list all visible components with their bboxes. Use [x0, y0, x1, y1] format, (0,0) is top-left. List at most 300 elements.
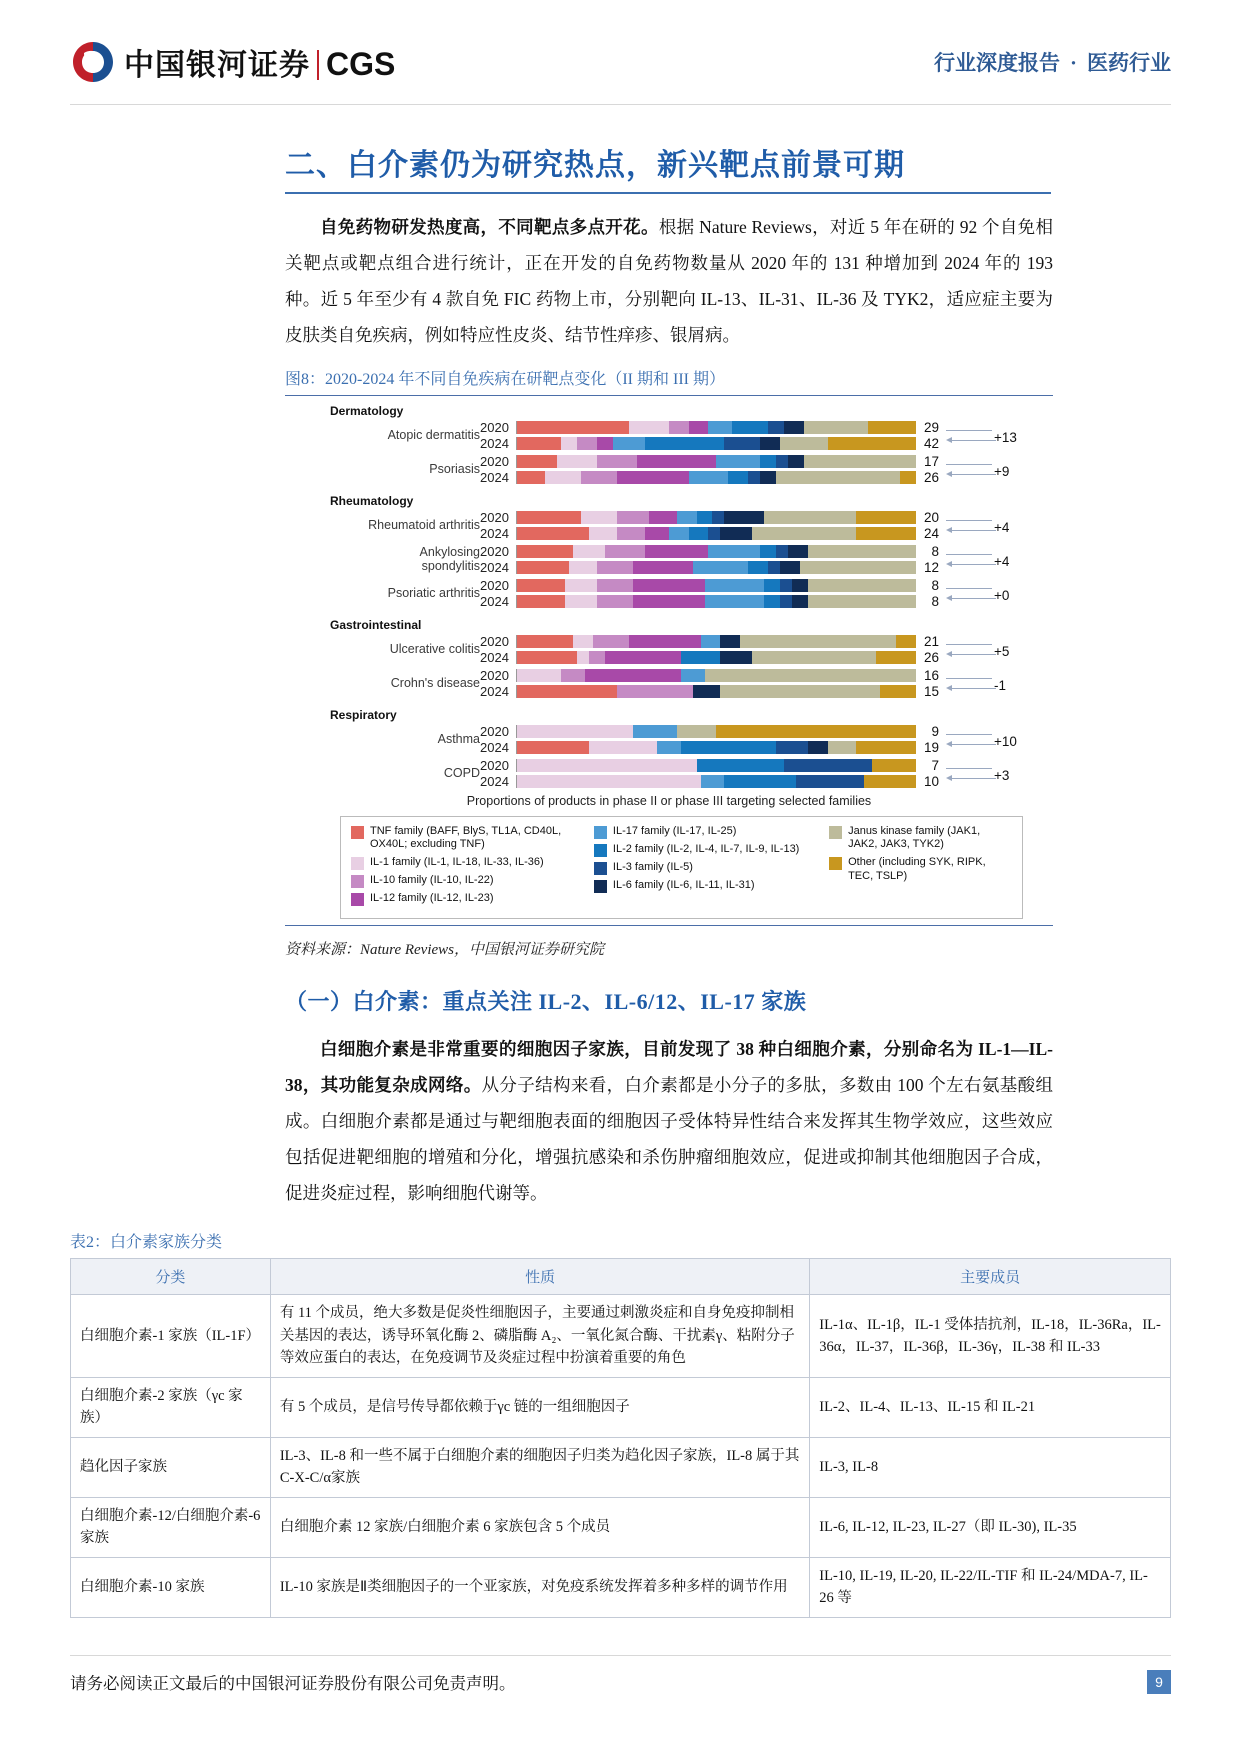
- cgs-logo-icon: [70, 39, 116, 85]
- chart-delta-value: +0: [994, 587, 1010, 603]
- chart-row-bar: [516, 669, 916, 682]
- chart-bar-segment: [517, 527, 589, 540]
- chart-bar-segment: [752, 651, 876, 664]
- table-cell-members: IL-10, IL-19, IL-20, IL-22/IL-TIF 和 IL-24/MDA-7, IL-26 等: [810, 1557, 1171, 1617]
- chart-bar-segment: [517, 511, 581, 524]
- chart-disease-label: Rheumatoid arthritis: [368, 517, 480, 532]
- chart-row-year: 2024: [480, 594, 509, 609]
- chart-bar-segment: [517, 545, 573, 558]
- report-type-label: 行业深度报告: [933, 51, 1060, 75]
- table-cell-nature: 白细胞介素 12 家族/白细胞介素 6 家族包含 5 个成员: [270, 1497, 809, 1557]
- chart-row: [480, 578, 1053, 594]
- chart-bar-segment: [780, 437, 828, 450]
- chart-bar-segment: [864, 775, 916, 788]
- figure-caption: 图8：2020-2024 年不同自免疾病在研靶点变化（II 期和 III 期）: [285, 370, 725, 388]
- chart-delta-value: +10: [994, 733, 1017, 749]
- table-row: [71, 1437, 1171, 1497]
- chart-bar-segment: [517, 741, 589, 754]
- table-body: [71, 1295, 1171, 1617]
- chart-disease-block: [285, 578, 1053, 610]
- chart-bar-segment: [780, 595, 792, 608]
- chart-delta-value: +9: [994, 463, 1010, 479]
- chart-bar-segment: [808, 579, 916, 592]
- chart-bar-segment: [645, 527, 669, 540]
- chart-legend: [340, 816, 1023, 920]
- chart-bar-segment: [617, 685, 693, 698]
- chart-row-bar: [516, 561, 916, 574]
- chart-row-year: 2020: [480, 578, 509, 593]
- chart-disease-block: [285, 758, 1053, 790]
- chart-disease-block: [285, 668, 1053, 700]
- chart-bar-segment: [517, 579, 565, 592]
- chart-bar-segment: [517, 455, 557, 468]
- chart-bar-segment: [517, 725, 633, 738]
- table-cell-members: IL-6, IL-12, IL-23, IL-27（即 IL-30), IL-35: [810, 1497, 1171, 1557]
- chart-bar-segment: [577, 651, 589, 664]
- chart-bar-segment: [896, 635, 916, 648]
- chart-bar-segment: [872, 759, 916, 772]
- chart-bar-segment: [780, 561, 800, 574]
- chart-row-year: 2024: [480, 526, 509, 541]
- chart-bar-segment: [565, 595, 597, 608]
- chart-disease-label: Crohn's disease: [390, 675, 480, 690]
- table-cell-members: IL-3, IL-8: [810, 1437, 1171, 1497]
- table-header-row: [71, 1259, 1171, 1295]
- table-caption: 表2：白介素家族分类: [70, 1234, 223, 1252]
- chart-delta-slot: [942, 643, 1020, 666]
- chart-bar-segment: [764, 579, 780, 592]
- chart-disease-block: [285, 420, 1053, 452]
- legend-item: [829, 825, 1012, 853]
- chart-bar-segment: [565, 579, 597, 592]
- chart-row-value: 8: [931, 544, 939, 559]
- chart-row-year: 2020: [480, 420, 509, 435]
- chart-delta-slot: [942, 553, 1020, 576]
- legend-item: [594, 843, 821, 857]
- chart-bar-segment: [689, 471, 729, 484]
- chart-bar-segment: [752, 527, 856, 540]
- report-industry-label: 医药行业: [1087, 51, 1171, 75]
- chart-bar-segment: [732, 421, 768, 434]
- chart-bar-segment: [597, 455, 637, 468]
- table-cell-category: 白细胞介素-10 家族: [71, 1557, 271, 1617]
- chart-row-year: 2024: [480, 650, 509, 665]
- chart-bar-segment: [593, 635, 629, 648]
- header-divider: [70, 104, 1171, 105]
- chart-bar-segment: [764, 511, 856, 524]
- chart-bar-segment: [561, 437, 577, 450]
- legend-swatch-icon: [594, 862, 607, 875]
- chart-bar-segment: [637, 455, 717, 468]
- chart-bar-segment: [760, 545, 776, 558]
- chart-row-value: 16: [923, 668, 939, 683]
- title-underline: [285, 192, 1051, 194]
- chart-bar-segment: [581, 471, 617, 484]
- chart-disease-label: Asthma: [437, 731, 480, 746]
- chart-delta-value: +3: [994, 767, 1010, 783]
- table-row: [71, 1377, 1171, 1437]
- chart-bar-segment: [808, 595, 916, 608]
- legend-swatch-icon: [829, 826, 842, 839]
- chart-row-bar: [516, 527, 916, 540]
- chart-row: [480, 587, 1053, 610]
- paragraph-2-body: 从分子结构来看，白介素都是小分子的多肽，多数由 100 个左右氨基酸组成。白细胞介素都是通过与靶细胞表面的细胞因子受体特异性结合来发挥其生物学效应，这些效应包括促进靶细胞的增殖和分化，增强抗感染和杀伤肿瘤细胞效应，促进或抑制其他细胞因子合成，促进炎症过程，影响细胞代谢等。: [285, 1074, 1054, 1203]
- chart-bar-segment: [868, 421, 916, 434]
- chart-bar-segment: [776, 545, 788, 558]
- chart-delta-value: -1: [994, 677, 1007, 693]
- chart-bar-segment: [589, 651, 605, 664]
- legend-item: [351, 892, 586, 906]
- chart-bar-segment: [764, 595, 780, 608]
- chart-bar-segment: [760, 437, 780, 450]
- header-separator: ·: [1069, 51, 1077, 75]
- legend-label: IL-3 family (IL-5): [612, 860, 693, 873]
- table-cell-nature: 有 5 个成员，是信号传导都依赖于γc 链的一组细胞因子: [270, 1377, 809, 1437]
- chart-bar-segment: [788, 455, 804, 468]
- chart-delta-value: +5: [994, 643, 1010, 659]
- chart-row: [480, 544, 1053, 560]
- chart-row-value: 12: [923, 560, 939, 575]
- chart-bar-segment: [585, 669, 681, 682]
- chart-bar-segment: [880, 685, 916, 698]
- chart-row-year: 2024: [480, 436, 509, 451]
- chart-row: [480, 463, 1053, 486]
- chart-bar-segment: [768, 561, 780, 574]
- chart-delta-slot: [942, 519, 1020, 542]
- chart-row: [480, 724, 1053, 740]
- chart-bar-segment: [768, 421, 784, 434]
- legend-label: IL-10 family (IL-10, IL-22): [370, 874, 494, 886]
- legend-swatch-icon: [594, 826, 607, 839]
- chart-disease-label: Psoriasis: [429, 461, 480, 476]
- chart-bar-segment: [708, 421, 732, 434]
- header-report-label: [934, 47, 1171, 77]
- chart-bar-segment: [597, 595, 633, 608]
- chart-row-value: 8: [931, 578, 939, 593]
- chart-bar-segment: [705, 579, 765, 592]
- chart-row-bar: [516, 471, 916, 484]
- chart-bar-segment: [828, 437, 916, 450]
- paragraph-1-lead: 自免药物研发热度高，不同靶点多点开花。: [320, 217, 659, 237]
- chart-bar-segment: [605, 651, 681, 664]
- chart-row-bar: [516, 511, 916, 524]
- chart-row-value: 21: [923, 634, 939, 649]
- chart-bar-segment: [629, 421, 669, 434]
- legend-column-2: [594, 825, 821, 911]
- legend-label: IL-1 family (IL-1, IL-18, IL-33, IL-36): [370, 856, 544, 868]
- chart-group-heading: Gastrointestinal: [330, 617, 422, 632]
- chart-row: [480, 553, 1053, 576]
- chart-row: [480, 454, 1053, 470]
- table-cell-nature: IL-3、IL-8 和一些不属于白细胞介素的细胞因子归类为趋化因子家族，IL-8 属于其 C-X-C/α家族: [270, 1437, 809, 1497]
- page-header: [0, 0, 1241, 108]
- chart-bar-segment: [689, 527, 709, 540]
- chart-bar-segment: [569, 561, 597, 574]
- chart-row-value: 7: [931, 758, 939, 773]
- chart-bar-segment: [645, 545, 709, 558]
- chart-bar-segment: [693, 561, 749, 574]
- paragraph-2-lead: 白细胞介素是非常重要的细胞因子家族，目前发现了 38 种白细胞介素，分别命名为 IL-1—IL-38，其功能复杂成网络。: [285, 1039, 1053, 1095]
- chart-bar-segment: [517, 561, 569, 574]
- stacked-bar-chart: [285, 398, 1053, 790]
- chart-bar-segment: [780, 579, 792, 592]
- chart-row-value: 8: [931, 594, 939, 609]
- chart-bar-segment: [669, 421, 689, 434]
- chart-bar-segment: [708, 527, 720, 540]
- chart-bar-segment: [720, 685, 880, 698]
- table-row: [71, 1295, 1171, 1377]
- legend-item: [594, 879, 821, 893]
- chart-row-value: 17: [923, 454, 939, 469]
- chart-bar-segment: [796, 775, 864, 788]
- legend-item: [594, 861, 821, 875]
- chart-bar-segment: [677, 725, 717, 738]
- chart-bar-segment: [681, 741, 777, 754]
- figure-source: 资料来源：Nature Reviews，中国银河证券研究院: [285, 942, 605, 958]
- legend-label: IL-17 family (IL-17, IL-25): [612, 824, 737, 837]
- chart-bar-segment: [808, 545, 916, 558]
- table-cell-category: 白细胞介素-12/白细胞介素-6 家族: [71, 1497, 271, 1557]
- table-cell-nature: IL-10 家族是Ⅱ类细胞因子的一个亚家族，对免疫系统发挥着多种多样的调节作用: [270, 1557, 809, 1617]
- chart-bar-segment: [720, 635, 740, 648]
- chart-row-bar: [516, 741, 916, 754]
- chart-row-year: 2020: [480, 668, 509, 683]
- chart-row: [480, 643, 1053, 666]
- chart-row-bar: [516, 579, 916, 592]
- chart-row-value: 10: [923, 774, 939, 789]
- chart-delta-slot: [942, 677, 1020, 700]
- chart-bar-segment: [708, 545, 760, 558]
- chart-row-year: 2020: [480, 724, 509, 739]
- chart-bar-segment: [697, 511, 713, 524]
- chart-bar-segment: [724, 437, 760, 450]
- chart-disease-block: [285, 634, 1053, 666]
- chart-disease-label: Psoriatic arthritis: [387, 585, 480, 600]
- chart-delta-slot: [942, 463, 1020, 486]
- table-header-category: 分类: [71, 1259, 271, 1295]
- chart-row-year: 2024: [480, 684, 509, 699]
- legend-swatch-icon: [351, 875, 364, 888]
- legend-item: [351, 856, 586, 870]
- chart-bar-segment: [617, 511, 649, 524]
- paragraph-2: [285, 1032, 1053, 1211]
- chart-bar-segment: [517, 685, 617, 698]
- chart-bar-segment: [517, 759, 697, 772]
- chart-bar-segment: [589, 741, 657, 754]
- legend-item: [594, 825, 821, 839]
- chart-bar-segment: [720, 651, 752, 664]
- chart-delta-slot: [942, 587, 1020, 610]
- chart-bar-segment: [633, 595, 705, 608]
- chart-delta-slot: [942, 668, 1020, 684]
- chart-bar-segment: [792, 595, 808, 608]
- chart-bar-segment: [633, 725, 677, 738]
- chart-row-value: 29: [923, 420, 939, 435]
- chart-bar-segment: [613, 437, 645, 450]
- chart-bar-segment: [517, 651, 577, 664]
- chart-row-bar: [516, 455, 916, 468]
- chart-row: [480, 767, 1053, 790]
- legend-item: [829, 856, 1012, 884]
- chart-bar-segment: [545, 471, 581, 484]
- chart-disease-block: [285, 454, 1053, 486]
- chart-row: [480, 510, 1053, 526]
- chart-bar-segment: [856, 527, 916, 540]
- chart-row-bar: [516, 421, 916, 434]
- brand-logo: [70, 39, 395, 85]
- legend-label: Other (including SYK, RIPK, TEC, TSLP): [848, 856, 986, 882]
- chart-bar-segment: [728, 471, 748, 484]
- chart-bar-segment: [581, 511, 617, 524]
- brand-abbr: CGS: [326, 46, 396, 82]
- chart-bar-segment: [784, 759, 872, 772]
- footer-divider: [70, 1655, 1171, 1656]
- page-content: [70, 118, 1171, 1618]
- chart-row-year: 2024: [480, 774, 509, 789]
- chart-bar-segment: [792, 579, 808, 592]
- chart-bar-segment: [681, 651, 721, 664]
- table-header-members: 主要成员: [810, 1259, 1171, 1295]
- chart-row: [480, 429, 1053, 452]
- chart-bar-segment: [681, 669, 705, 682]
- chart-row: [480, 634, 1053, 650]
- footer-disclaimer: 请务必阅读正文最后的中国银河证券股份有限公司免责声明。: [70, 1674, 516, 1693]
- chart-row-value: 26: [923, 470, 939, 485]
- chart-row-bar: [516, 725, 916, 738]
- chart-bar-segment: [517, 421, 629, 434]
- chart-disease-block: [285, 724, 1053, 756]
- chart-bar-segment: [557, 455, 597, 468]
- chart-axis-title: Proportions of products in phase II or phase III targeting selected families: [466, 793, 872, 808]
- chart-delta-slot: [942, 733, 1020, 756]
- chart-row: [480, 677, 1053, 700]
- legend-column-3: [829, 825, 1012, 911]
- chart-bar-segment: [689, 421, 709, 434]
- chart-bar-segment: [517, 471, 545, 484]
- chart-bar-segment: [776, 741, 808, 754]
- chart-bar-segment: [597, 437, 613, 450]
- chart-bar-segment: [657, 741, 681, 754]
- chart-bar-segment: [800, 561, 916, 574]
- chart-disease-label: Ankylosing spondylitis: [419, 544, 480, 573]
- interleukin-family-table: [70, 1258, 1171, 1617]
- legend-swatch-icon: [594, 880, 607, 893]
- chart-bar-segment: [784, 421, 804, 434]
- legend-label: IL-6 family (IL-6, IL-11, IL-31): [612, 878, 755, 891]
- chart-row-bar: [516, 759, 916, 772]
- chart-row-value: 20: [923, 510, 939, 525]
- chart-bar-segment: [856, 741, 916, 754]
- chart-bar-segment: [645, 437, 725, 450]
- chart-bar-segment: [633, 579, 705, 592]
- chart-row-bar: [516, 635, 916, 648]
- chart-bar-segment: [740, 635, 896, 648]
- legend-label: IL-2 family (IL-2, IL-4, IL-7, IL-9, IL-13): [612, 842, 800, 855]
- chart-delta-value: +13: [994, 429, 1017, 445]
- chart-bar-segment: [748, 471, 760, 484]
- chart-bar-segment: [597, 561, 633, 574]
- chart-bar-segment: [573, 635, 593, 648]
- chart-bar-segment: [804, 455, 916, 468]
- chart-bar-segment: [617, 471, 689, 484]
- paragraph-1: [285, 210, 1053, 354]
- chart-row: [480, 758, 1053, 774]
- chart-disease-label: Atopic dermatitis: [387, 427, 480, 442]
- chart-bar-segment: [705, 669, 916, 682]
- chart-group-heading: Respiratory: [330, 707, 397, 722]
- table-cell-nature: 有 11 个成员，绝大多数是促炎性细胞因子，主要通过刺激炎症和自身免疫抑制相关基因的表达，诱导环氧化酶 2、磷脂酶 A₂、一氧化氮合酶、干扰素γ、粘附分子等效应蛋白的表达，在免疫调节及炎症过程中扮演着重要的角色: [270, 1295, 809, 1377]
- chart-bar-segment: [748, 561, 768, 574]
- chart-row-year: 2024: [480, 470, 509, 485]
- table-cell-category: 趋化因子家族: [71, 1437, 271, 1497]
- chart-group-heading: Dermatology: [330, 403, 404, 418]
- chart-row-year: 2020: [480, 510, 509, 525]
- paragraph-1-body: 根据 Nature Reviews，对近 5 年在研的 92 个自免相关靶点或靶点组合进行统计，正在开发的自免药物数量从 2020 年的 131 种增加到 2024 年的 193 种。近 5 年至少有 4 款自免 FIC 药物上市，分别靶向 IL-13、IL-31、IL-36 及 TYK2，适应症主要为皮肤类自免疾病，例如特应性皮炎、结节性痒疹、银屑病。: [285, 217, 1053, 345]
- chart-row-value: 9: [931, 724, 939, 739]
- legend-label: IL-12 family (IL-12, IL-23): [370, 892, 494, 904]
- chart-bar-segment: [517, 437, 561, 450]
- table-cell-category: 白细胞介素-1 家族（IL-1F）: [71, 1295, 271, 1377]
- table-row: [71, 1497, 1171, 1557]
- subsection-title: （一）白介素：重点关注 IL-2、IL-6/12、IL-17 家族: [285, 989, 807, 1014]
- chart-row-year: 2020: [480, 758, 509, 773]
- chart-bar-segment: [876, 651, 916, 664]
- chart-bar-segment: [517, 775, 701, 788]
- chart-bar-segment: [760, 455, 776, 468]
- chart-row-year: 2020: [480, 454, 509, 469]
- chart-disease-block: [285, 544, 1053, 576]
- chart-bar-segment: [788, 545, 808, 558]
- page-number: 9: [1147, 1670, 1171, 1694]
- chart-row-value: 26: [923, 650, 939, 665]
- chart-row-bar: [516, 685, 916, 698]
- chart-delta-slot: [942, 429, 1020, 452]
- chart-bar-segment: [677, 511, 697, 524]
- legend-swatch-icon: [594, 844, 607, 857]
- legend-column-1: [351, 825, 586, 911]
- chart-row-bar: [516, 775, 916, 788]
- chart-row-value: 24: [923, 526, 939, 541]
- chart-bar-segment: [589, 527, 617, 540]
- chart-bar-segment: [705, 595, 765, 608]
- chart-row: [480, 420, 1053, 436]
- chart-bar-segment: [701, 635, 721, 648]
- chart-bar-segment: [573, 545, 605, 558]
- chart-group-heading: Rheumatology: [330, 493, 414, 508]
- chart-row-bar: [516, 595, 916, 608]
- chart-bar-segment: [669, 527, 689, 540]
- chart-bar-segment: [605, 545, 645, 558]
- chart-bar-segment: [724, 775, 796, 788]
- chart-delta-value: +4: [994, 519, 1010, 535]
- page-footer: [70, 1670, 1171, 1694]
- legend-item: [351, 874, 586, 888]
- chart-bar-segment: [617, 527, 645, 540]
- chart-bar-segment: [517, 595, 565, 608]
- chart-row-bar: [516, 651, 916, 664]
- chart-row: [480, 668, 1053, 684]
- table-cell-category: 白细胞介素-2 家族（γc 家族）: [71, 1377, 271, 1437]
- chart-bar-segment: [649, 511, 677, 524]
- chart-bar-segment: [900, 471, 916, 484]
- figure-8: [285, 395, 1053, 927]
- chart-bar-segment: [828, 741, 856, 754]
- chart-row-value: 15: [923, 684, 939, 699]
- chart-bar-segment: [724, 511, 764, 524]
- chart-bar-segment: [856, 511, 916, 524]
- chart-bar-segment: [720, 527, 752, 540]
- page-title: 二、白介素仍为研究热点，新兴靶点前景可期: [285, 149, 905, 182]
